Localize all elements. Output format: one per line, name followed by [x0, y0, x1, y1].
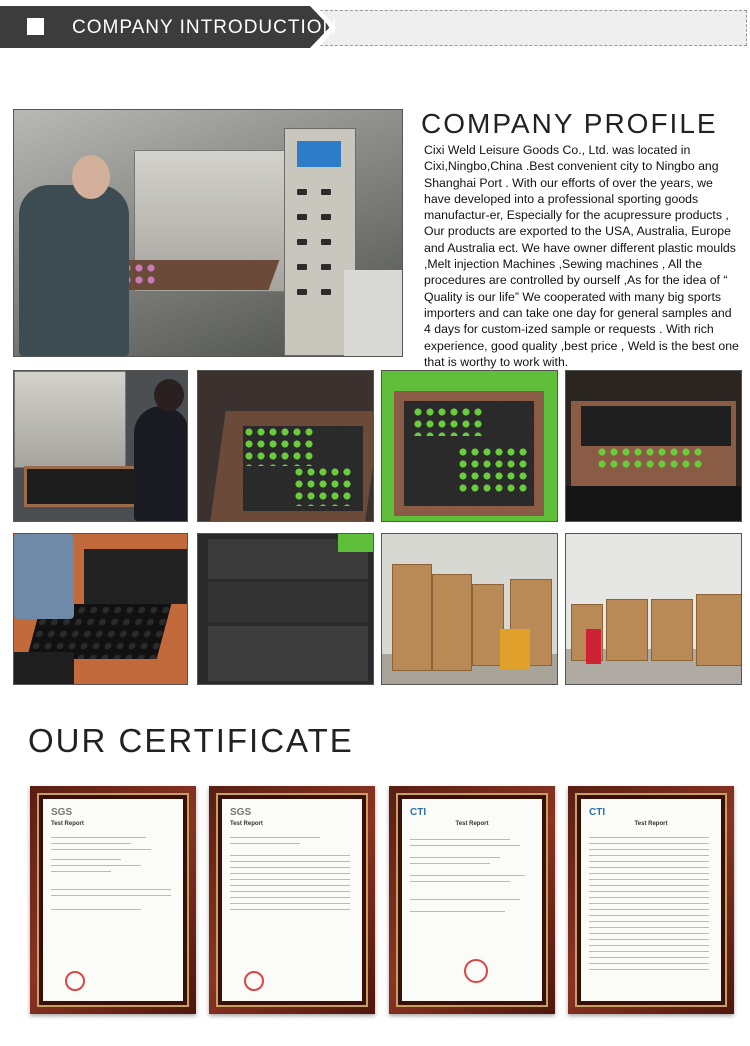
certificate-logo: SGS — [230, 807, 252, 818]
certificate-heading: Test Report — [634, 821, 668, 827]
certificate-title: OUR CERTIFICATE — [28, 722, 354, 759]
production-photo-2 — [197, 370, 374, 522]
certificate-heading: Test Report — [455, 821, 489, 827]
certificate-frame-1 — [30, 786, 196, 1014]
certificate-logo: CTI — [589, 807, 606, 818]
warehouse-photo-1 — [381, 533, 558, 685]
factory-photo — [13, 109, 403, 357]
product-photo-2 — [197, 533, 374, 685]
production-photo-3 — [381, 370, 558, 522]
banner-title: COMPANY INTRODUCTION — [72, 17, 338, 38]
section-banner — [0, 6, 750, 48]
certificate-heading: Test Report — [230, 821, 263, 827]
square-icon — [27, 18, 44, 35]
certificate-heading: Test Report — [51, 821, 84, 827]
warehouse-photo-2 — [565, 533, 742, 685]
banner-stripe — [300, 10, 747, 46]
profile-title: COMPANY PROFILE — [421, 108, 718, 139]
certificate-logo: CTI — [410, 807, 427, 818]
certificate-frame-2 — [209, 786, 375, 1014]
certificate-logo: SGS — [51, 807, 73, 818]
certificate-frame-4 — [568, 786, 734, 1014]
product-photo-1 — [13, 533, 188, 685]
production-photo-4 — [565, 370, 742, 522]
production-photo-1 — [13, 370, 188, 522]
profile-description: Cixi Weld Leisure Goods Co., Ltd. was located in Cixi,Ningbo,China .Best convenient city to Ningbo ang Shanghai Port . With our efforts of over the years, we have developed into a professional sporting goods manufactur-er, Especially for the acupressure products , Our products are exported to the USA, Australia, Europe and Australia ect. We have owner different plastic moulds ,Melt injection Machines ,Sewing machines , All the procedures are controlled by ourself ,As for the idea of “ Quality is our life” We cooperated with many big sports importers and can take one day for general samples and 4 days for custom-ized sample or requests . With rich experience, good quality ,best price , Weld is the best one that is worthy to work with. — [424, 143, 739, 369]
certificate-frame-3 — [389, 786, 555, 1014]
